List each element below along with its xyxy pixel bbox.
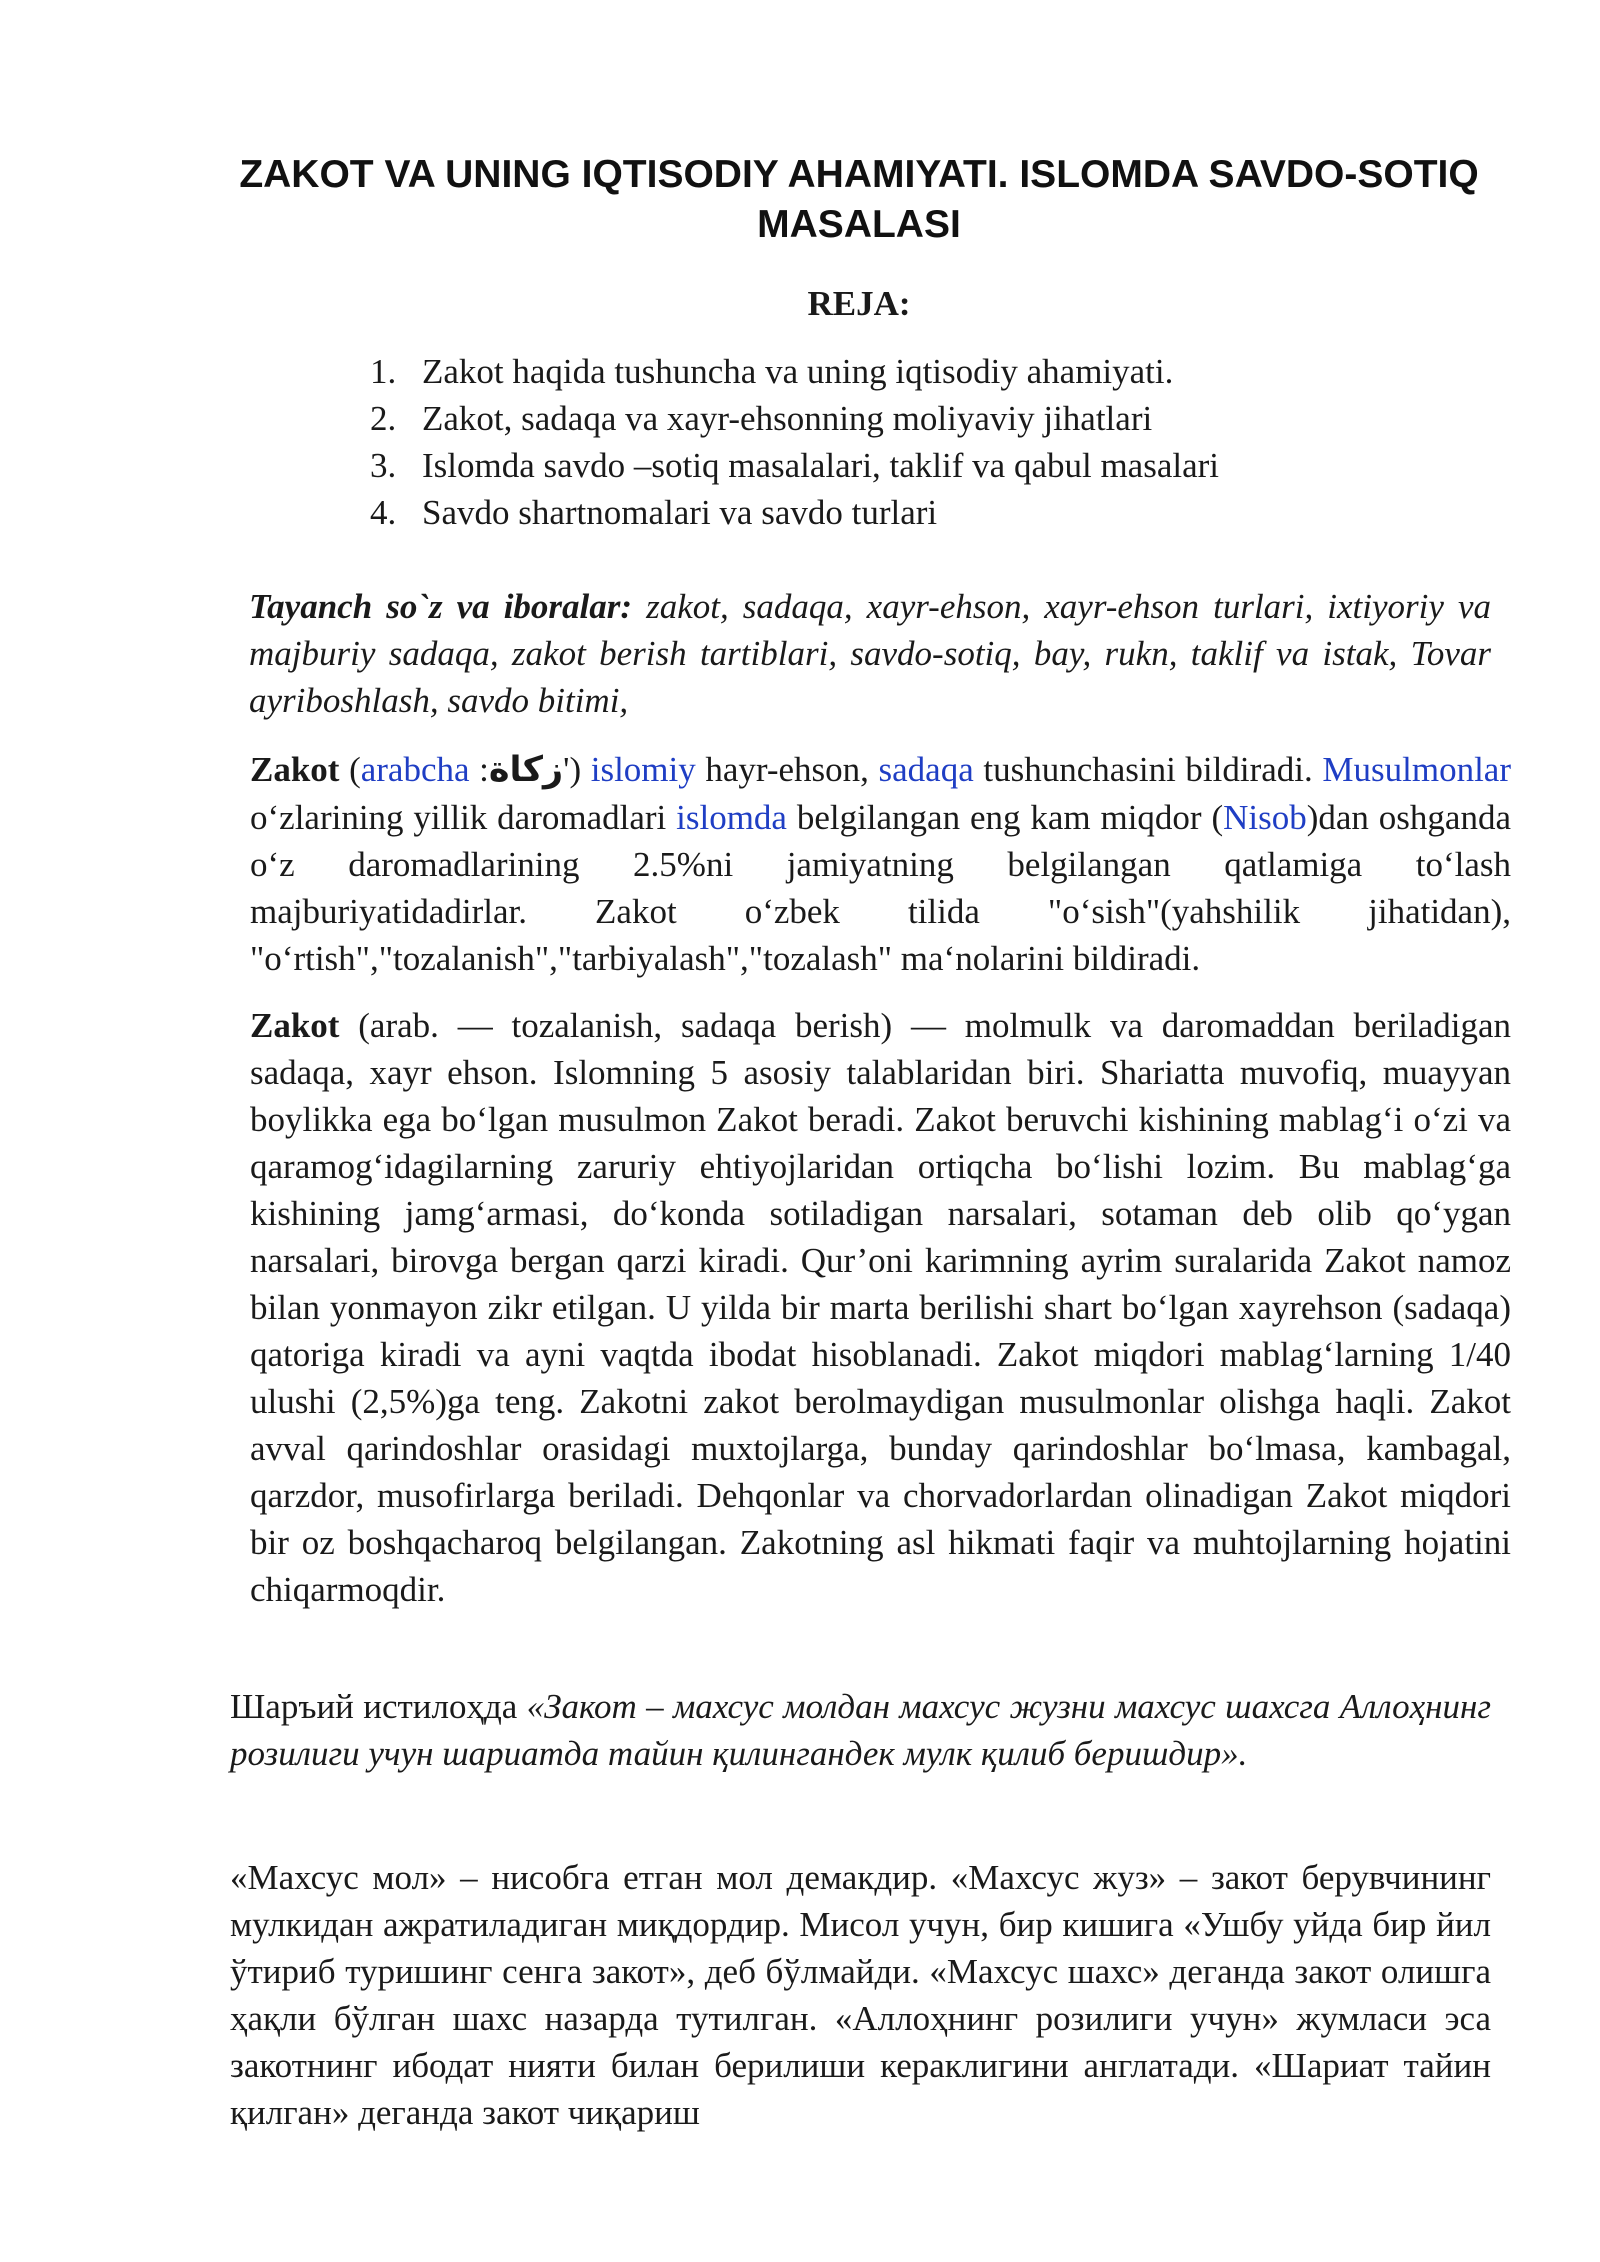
plan-item-number: 3. — [370, 446, 397, 485]
paragraph-text: «Махсус мол» – нисобга етган мол демакдир. «Махсус жуз» – закот берувчининг мулкидан ажратиладиган миқдордир. Мисол учун, бир кишига «Ушбу уйда бир йил ўтириб туришинг сенга закот», деб бўлмайди. «Махсус шахс» деганда закот олишга ҳақли бўлган шахс назарда тутилган. «Аллоҳнинг розилиги учун» жумласи эса закотнинг ибодат нияти билан берилиши кераклигини англатади. «Шариат тайин қилган» деганда закот чиқариш — [230, 1858, 1491, 2132]
plan-item-text: Zakot haqida tushuncha va uning iqtisodiy ahamiyati. — [422, 352, 1174, 391]
sharia-definition-paragraph — [230, 1683, 1491, 1777]
arabic-word: زكاة — [488, 750, 564, 790]
link-arabcha[interactable]: arabcha — [360, 750, 470, 789]
zakot-definition-paragraph — [230, 746, 1511, 982]
plan-item — [370, 395, 1370, 442]
plan-item-text: Savdo shartnomalari va savdo turlari — [422, 493, 938, 532]
link-islomda[interactable]: islomda — [676, 798, 787, 837]
text-run: oʻzlarining yillik daromadlari — [250, 798, 677, 837]
plan-list — [370, 348, 1370, 536]
text-run: belgilangan eng kam miqdor ( — [786, 798, 1224, 837]
text-run: tushunchasini bildiradi. — [973, 750, 1323, 789]
paragraph-text: (arab. — tozalanish, sadaqa berish) — molmulk va daromaddan beriladigan sadaqa, xayr ehson. Islomning 5 asosiy talablaridan biri. Shariatta muvofiq, muayyan boylikka ega boʻlgan musulmon Zakot beradi. Zakot beruvchi kishining mablagʻi oʻzi va qaramogʻidagilarning zaruriy ehtiyojlaridan ortiqcha boʻlishi lozim. Bu mablagʻga kishining jamgʻarmasi, doʻkonda sotiladigan narsalari, sotaman deb olib qoʻygan narsalari, birovga bergan qarzi kiradi. Qur’oni karimning ayrim suralarida Zakot namoz bilan yonmayon zikr etilgan. U yilda bir marta berilishi shart boʻlgan xayrehson (sadaqa) qatoriga kiradi va ayni vaqtda ibodat hisoblanadi. Zakot miqdori mablagʻlarning 1/40 ulushi (2,5%)ga teng. Zakotni zakot berolmaydigan musulmonlar olishga haqli. Zakot avval qarindoshlar orasidagi muxtojlarga, bunday qarindoshlar boʻlmasa, kambagal, qarzdor, musofirlarga beriladi. Dehqonlar va chorvadorlardan olinadigan Zakot miqdori bir oz boshqacharoq belgilangan. Zakotning asl hikmati faqir va muhtojlarning hojatini chiqarmoqdir. — [250, 1006, 1511, 1609]
text-run: ') — [563, 750, 591, 789]
plan-heading: REJA: — [807, 284, 911, 323]
terms-explanation-paragraph — [230, 1854, 1491, 2136]
text-run: : — [469, 750, 489, 789]
paragraph-lead: Шаръий истилоҳда — [230, 1687, 527, 1726]
link-nisob[interactable]: Nisob — [1223, 798, 1307, 837]
plan-item-number: 1. — [370, 352, 397, 391]
plan-item-text: Zakot, sadaqa va xayr-ehsonning moliyaviy jihatlari — [422, 399, 1153, 438]
plan-item-number: 4. — [370, 493, 397, 532]
plan-item-number: 2. — [370, 399, 397, 438]
definition-quote: «Закот – махсус молдан махсус жузни махсус шахсга Аллоҳнинг розилиги учун шариатда тайин қилингандек мулк қилиб беришдир». — [230, 1687, 1491, 1773]
link-islomiy[interactable]: islomiy — [590, 750, 696, 789]
text-run: ( — [339, 750, 361, 789]
keywords-paragraph — [249, 583, 1491, 724]
plan-item — [370, 348, 1370, 395]
plan-item — [370, 442, 1370, 489]
keywords-label: Tayanch so`z va iboralar: — [249, 587, 633, 626]
link-musulmonlar[interactable]: Musulmonlar — [1322, 750, 1511, 789]
text-run: hayr-ehson, — [695, 750, 879, 789]
link-sadaqa[interactable]: sadaqa — [878, 750, 974, 789]
plan-item — [370, 489, 1370, 536]
zakot-encyclopedia-paragraph — [230, 1002, 1511, 1613]
plan-item-text: Islomda savdo –sotiq masalalari, taklif va qabul masalari — [422, 446, 1220, 485]
term-zakot: Zakot — [250, 1006, 340, 1045]
keywords-text: zakot, sadaqa, xayr-ehson, xayr-ehson turlari, ixtiyoriy va majburiy sadaqa, zakot berish tartiblari, savdo-sotiq, bay, rukn, taklif va istak, Tovar ayriboshlash, savdo bitimi, — [249, 587, 1491, 720]
document-title: ZAKOT VA UNING IQTISODIY AHAMIYATI. ISLOMDA SAVDO-SOTIQ MASALASI — [239, 153, 1479, 246]
text-run: )dan oshganda oʻz daromadlarining 2.5%ni jamiyatning belgilangan qatlamiga toʻlash majburiyatidadirlar. Zakot oʻzbek tilida "oʻsish"(yahshilik jihatidan), "oʻrtish","tozalanish","tarbiyalash","tozalash" maʻnolarini bildiradi. — [250, 798, 1511, 978]
term-zakot: Zakot — [250, 750, 340, 789]
